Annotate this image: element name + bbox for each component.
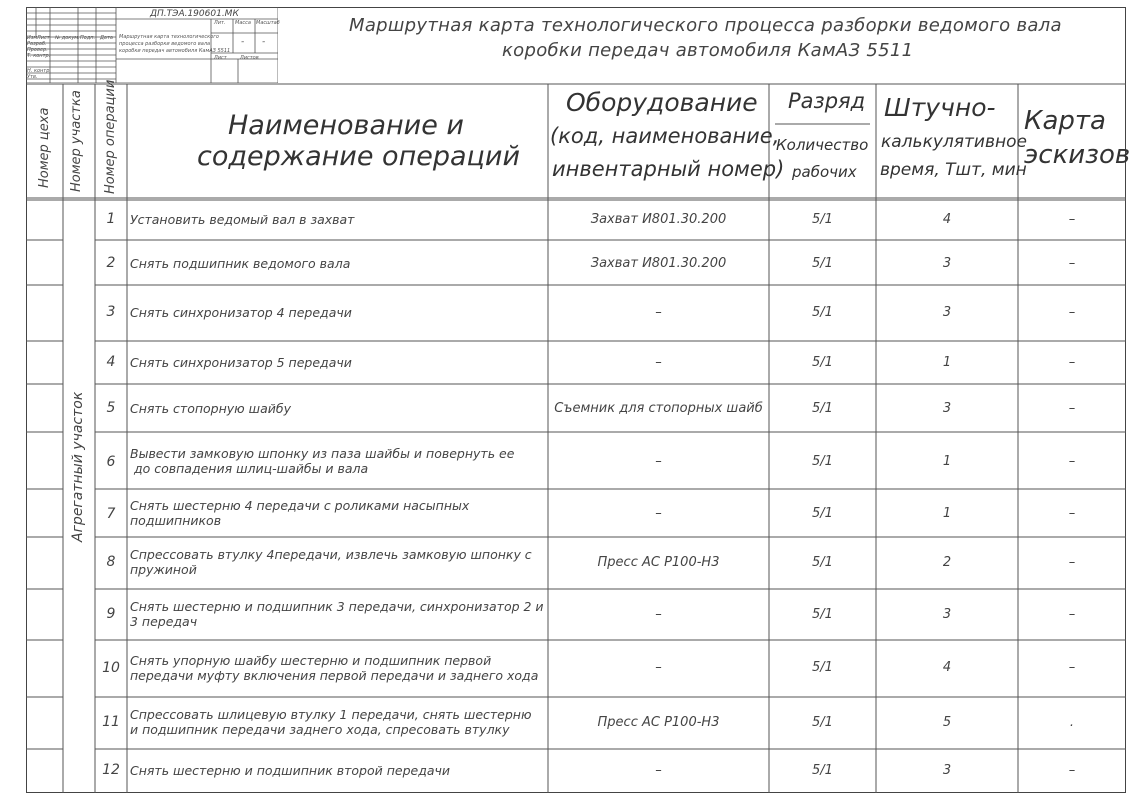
equipment-cell: – [655, 454, 662, 469]
stamp-mass-value: - [241, 37, 245, 47]
operation-text: Снять синхронизатор 4 передачи [130, 305, 352, 320]
equipment-cell: – [655, 763, 662, 778]
stamp-doc-title-line-2: процесса разборки ведомого вала [119, 41, 211, 47]
grade-cell: 5/1 [812, 256, 833, 271]
stamp-label-lit: Лит. [214, 20, 226, 26]
sketch-cell: – [1068, 256, 1076, 271]
operation-text: Снять подшипник ведомого вала [130, 256, 351, 271]
operation-number: 10 [102, 660, 120, 676]
time-cell: 1 [942, 355, 952, 370]
equipment-cell: – [655, 506, 662, 521]
header-grade: Разряд [788, 89, 866, 113]
operation-number: 7 [106, 506, 116, 522]
equipment-cell: Съемник для стопорных шайб [554, 401, 763, 416]
operation-number: 3 [106, 304, 116, 320]
stamp-scale-value: - [262, 37, 266, 47]
operation-number: 8 [106, 554, 116, 570]
equipment-cell: – [655, 355, 662, 370]
stamp-label-list: Лист [37, 35, 50, 41]
operation-number: 1 [106, 211, 116, 227]
stamp-label-date: Дата [100, 35, 113, 41]
header-equipment-line-1: Оборудование [566, 88, 758, 117]
stamp-label-mass: Масса [235, 20, 251, 26]
header-equipment-line-2: (код, наименование, [550, 124, 780, 148]
operation-text: Снять стопорную шайбу [130, 401, 291, 416]
time-cell: 5 [942, 715, 952, 730]
document-title-line-1: Маршрутная карта технологического процесса разборки ведомого вала [349, 15, 1062, 36]
equipment-cell: Пресс АС Р100-Н3 [597, 715, 720, 730]
stamp-label-sheet: Лист [214, 55, 227, 61]
stamp-doc-title-line-1: Маршрутная карта технологического [119, 34, 219, 40]
operation-text-continued: пружиной [130, 562, 197, 577]
time-cell: 2 [942, 555, 952, 570]
header-sketch-line-1: Карта [1024, 106, 1106, 136]
stamp-label-tech-control: Т. контр. [27, 53, 51, 59]
grade-cell: 5/1 [812, 401, 833, 416]
equipment-cell: – [655, 607, 662, 622]
grade-cell: 5/1 [812, 212, 833, 227]
time-cell: 1 [942, 506, 952, 521]
header-name-line-1: Наименование и [228, 110, 464, 141]
grade-cell: 5/1 [812, 715, 833, 730]
stamp-label-norm-control: Н. контр. [27, 68, 51, 74]
header-time-line-1: Штучно- [884, 93, 996, 122]
grade-cell: 5/1 [812, 454, 833, 469]
stamp-label-developer: Разраб. [27, 41, 47, 47]
time-cell: 3 [942, 401, 952, 416]
equipment-cell: Захват И801.30.200 [590, 212, 727, 227]
sketch-cell: – [1068, 506, 1076, 521]
header-shop-number: Номер цеха [37, 107, 52, 188]
operation-text: Снять упорную шайбу шестерню и подшипник первой [130, 653, 492, 668]
operation-number: 11 [102, 714, 120, 730]
grade-cell: 5/1 [812, 763, 833, 778]
grade-cell: 5/1 [812, 660, 833, 675]
grade-cell: 5/1 [812, 607, 833, 622]
time-cell: 3 [942, 305, 952, 320]
operation-text-continued: 3 передач [130, 614, 198, 629]
document-title-line-2: коробки передач автомобиля КамАЗ 5511 [502, 40, 914, 61]
sketch-cell: . [1069, 715, 1075, 730]
time-cell: 1 [942, 454, 952, 469]
stamp-label-checker: Провер. [27, 47, 48, 53]
operation-number: 2 [106, 255, 116, 271]
operation-text: Спрессовать шлицевую втулку 1 передачи, снять шестерню [130, 707, 532, 722]
grade-cell: 5/1 [812, 555, 833, 570]
time-cell: 3 [942, 607, 952, 622]
sketch-cell: – [1068, 212, 1076, 227]
sketch-cell: – [1068, 607, 1076, 622]
grade-cell: 5/1 [812, 305, 833, 320]
operation-text: Снять шестерню и подшипник второй передачи [130, 763, 451, 778]
header-section-number: Номер участка [69, 90, 84, 192]
stamp-label-izm: Изм [27, 35, 38, 41]
stamp-doc-title-line-3: коробки передач автомобиля КамАЗ 5511 [119, 48, 231, 54]
operation-text: Снять шестерню и подшипник 3 передачи, синхронизатор 2 и [130, 599, 544, 614]
operation-text-continued: подшипников [130, 513, 222, 528]
grade-cell: 5/1 [812, 355, 833, 370]
stamp-label-sign: Подп. [80, 35, 96, 41]
stamp-label-sheets: Листов [240, 55, 259, 61]
equipment-cell: – [655, 305, 662, 320]
equipment-cell: Захват И801.30.200 [590, 256, 727, 271]
header-equipment-line-3: инвентарный номер) [552, 157, 785, 181]
header-workers-line-1: Количество [776, 136, 869, 154]
stamp-label-doc-number: № докум. [55, 35, 80, 41]
header-sketch-line-2: эскизов [1024, 140, 1131, 170]
sketch-cell: – [1068, 660, 1076, 675]
operation-number: 5 [106, 400, 116, 416]
sketch-cell: – [1068, 401, 1076, 416]
operation-text: Спрессовать втулку 4передачи, извлечь замковую шпонку с [130, 547, 532, 562]
sketch-cell: – [1068, 454, 1076, 469]
operation-text: Установить ведомый вал в захват [130, 212, 355, 227]
header-operation-number: Номер операции [103, 79, 118, 194]
time-cell: 4 [942, 660, 952, 675]
header-workers-line-2: рабочих [792, 163, 857, 181]
time-cell: 3 [942, 256, 952, 271]
operation-text-continued: и подшипник передачи заднего хода, спресовать втулку [130, 722, 510, 737]
sketch-cell: – [1068, 305, 1076, 320]
operation-text-continued: до совпадения шлиц-шайбы и вала [130, 461, 369, 476]
section-name: Агрегатный участок [70, 391, 86, 542]
equipment-cell: – [655, 660, 662, 675]
sketch-cell: – [1068, 355, 1076, 370]
operation-number: 12 [102, 762, 120, 778]
grade-cell: 5/1 [812, 506, 833, 521]
operation-text: Снять синхронизатор 5 передачи [130, 355, 352, 370]
header-time-line-3: время, Тшт, мин [880, 160, 1027, 180]
sketch-cell: – [1068, 763, 1076, 778]
document-code: ДП.ТЭА.190601.МК [150, 9, 239, 19]
operation-text: Снять шестерню 4 передачи с роликами насыпных [130, 498, 470, 513]
sketch-cell: – [1068, 555, 1076, 570]
stamp-label-approved: Утв. [27, 74, 38, 80]
operation-number: 6 [106, 454, 116, 470]
operation-text-continued: передачи муфту включения первой передачи и заднего хода [130, 668, 539, 683]
stamp-label-scale: Масштаб [256, 20, 280, 26]
header-time-line-2: калькулятивное [881, 132, 1027, 152]
equipment-cell: Пресс АС Р100-Н3 [597, 555, 720, 570]
time-cell: 3 [942, 763, 952, 778]
operation-number: 9 [106, 606, 116, 622]
operation-text: Вывести замковую шпонку из паза шайбы и повернуть ее [130, 446, 515, 461]
time-cell: 4 [942, 212, 952, 227]
operation-number: 4 [106, 354, 116, 370]
header-name-line-2: содержание операций [197, 141, 520, 172]
